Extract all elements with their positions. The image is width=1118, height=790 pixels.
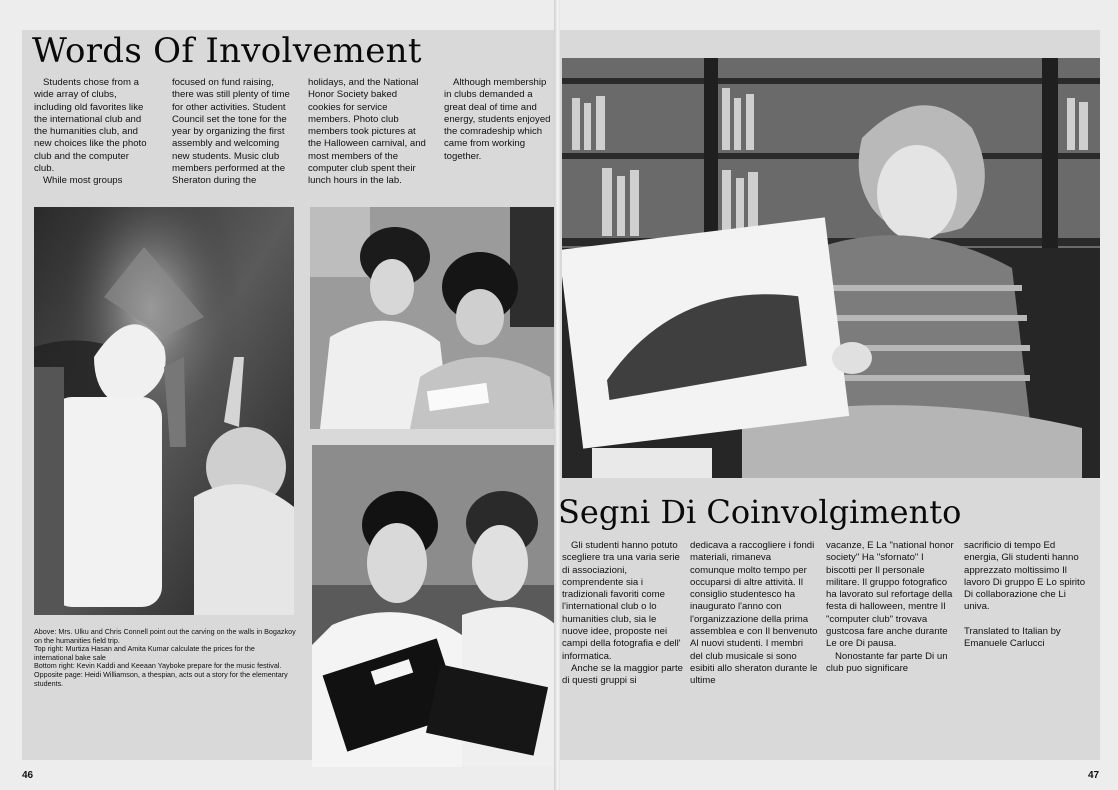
left-col3-para1: holidays, and the National Honor Society baked cookies for service members. Photo club members took pictures at the Halloween carnival, and most members of the computer club spent their lunch hours in the lab. [308, 77, 426, 187]
left-col1-para2: While most groups [43, 175, 123, 187]
page-number-left: 46 [22, 770, 34, 781]
left-column-1 [34, 77, 150, 188]
right-column-4 [964, 540, 1090, 650]
caption-bottom-right: Bottom right: Kevin Kaddi and Keeaan Yayboke prepare for the music festival. [34, 661, 282, 671]
left-col4-para1: Although membership in clubs demanded a great deal of time and energy, students enjoyed the comradeship which came from working together. [444, 77, 551, 162]
music-photo [312, 445, 556, 767]
storytelling-illustration [562, 58, 1100, 478]
storytelling-photo [562, 58, 1100, 478]
left-column-2 [172, 77, 294, 188]
right-col1-para2: Anche se la maggior parte di questi gruppi si [562, 662, 683, 687]
left-column-3 [308, 77, 426, 188]
field-trip-photo [34, 207, 294, 615]
right-page-title: Segni Di Coinvolgimento [558, 493, 962, 531]
right-col3-para1: vacanze, E La "national honor society" Ha "sfornato" I biscotti per Il personale militare. Il gruppo fotografico ha lavorato sul refortage della festa di halloween, mentre Il "computer club" trovava gustcosa fare anche durante Le ore Di pausa. [826, 540, 954, 650]
bake-sale-illustration [310, 207, 556, 429]
right-col4-para2: Translated to Italian by Emanuele Carlucci [964, 625, 1061, 650]
music-illustration [312, 445, 556, 767]
field-trip-illustration [34, 207, 294, 615]
photo-captions [34, 628, 296, 688]
right-col3-para2: Nonostante far parte Di un club puo significare [826, 650, 948, 674]
left-column-4 [444, 77, 552, 163]
right-page [560, 0, 1118, 790]
bake-sale-photo [310, 207, 556, 429]
page-number-right: 47 [1088, 770, 1100, 781]
caption-above: Above: Mrs. Ulku and Chris Connell point out the carving on the walls in Bogazkoy on the humanities field trip. [34, 627, 296, 645]
right-col1-para1: Gli studenti hanno potuto scegliere tra una varia serie di associazioni, comprendente sia i tradizionali favoriti come l'international club o lo humanities club, sia le nuove idee, proposte nei campi della fotografia e dell' informatica. [562, 540, 681, 662]
right-column-1 [562, 540, 684, 688]
right-column-2 [690, 540, 818, 688]
caption-top-right: Top right: Murtiza Hasan and Amita Kumar calculate the prices for the international bake sale [34, 644, 255, 662]
right-col4-para1: sacrificio di tempo Ed energia, Gli studenti hanno apprezzato moltissimo Il lavoro Di gruppo E Lo spirito Di collaborazione che Li univa. [964, 540, 1086, 613]
left-col1-para1: Students chose from a wide array of clubs, including old favorites like the international club and the humanities club, and new choices like the photo club and the computer club. [34, 77, 147, 175]
left-page-title: Words Of Involvement [32, 31, 422, 71]
right-column-3 [826, 540, 954, 675]
left-col2-para1: focused on fund raising, there was still plenty of time for other activities. Student Council set the tone for the year by organizing the first assembly and welcoming new students. Music club members performed at the Sheraton during the [172, 77, 290, 187]
left-page [0, 0, 556, 790]
caption-opposite-page: Opposite page: Heidi Williamson, a thespian, acts out a story for the elementary students. [34, 669, 288, 688]
right-col2-para1: dedicava a raccogliere i fondi materiali, rimaneva comunque molto tempo per occuparsi di altre attività. Il consiglio studentesco ha inaugurato l'anno con l'organizzazione della prima assemblea e con Il benvenuto Al nuovi studenti. I membri del club musicale si sono esibiti allo sheraton durante le ultime [690, 540, 818, 687]
